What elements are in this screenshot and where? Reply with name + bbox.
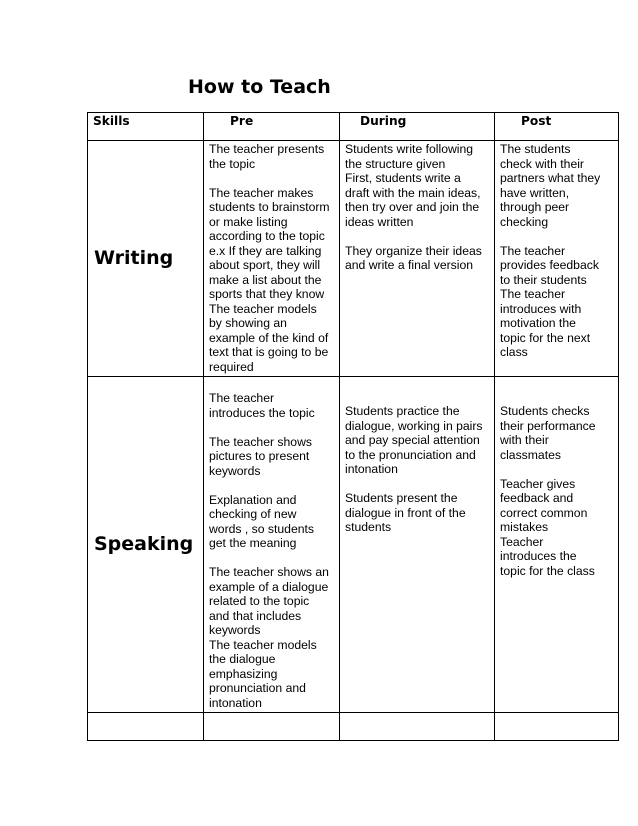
writing-post-text-2: The teacher provides feedback to their students The teacher introduces with motivation the topic for the next class [500, 243, 599, 359]
writing-during-text-2: They organize their ideas and write a final version [345, 243, 482, 272]
header-pre: Pre [204, 113, 340, 141]
header-row [88, 113, 619, 141]
speaking-during-text-2: Students present the dialogue in front of the students [345, 491, 466, 534]
skill-speaking: Speaking [88, 377, 204, 713]
writing-pre-text-1: The teacher presents the topic [209, 142, 325, 171]
speaking-pre-text-4: The teacher shows an example of a dialogue related to the topic and that includes keywords The teacher models the dialogue emphasizing pronunciation and intonation [209, 565, 329, 710]
speaking-during-text-1: Students practice the dialogue, working in pairs and pay special attention to the pronunciation and intonation [345, 404, 483, 476]
header-during: During [340, 113, 495, 141]
speaking-row [88, 377, 619, 713]
writing-during-cell [340, 141, 495, 377]
speaking-during-cell [340, 377, 495, 713]
writing-pre-cell [204, 141, 340, 377]
writing-row [88, 141, 619, 377]
speaking-pre-cell [204, 377, 340, 713]
writing-during-text-1: Students write following the structure given First, students write a draft with the main ideas, then try over and join the ideas written [345, 142, 481, 229]
speaking-post-text-2: Teacher gives feedback and correct common mistakes Teacher introduces the topic for the class [500, 476, 595, 578]
empty-cell [88, 713, 204, 741]
writing-post-cell [495, 141, 619, 377]
writing-post-text-1: The students check with their partners what they have written, through peer checking [500, 142, 601, 229]
empty-cell [204, 713, 340, 741]
speaking-pre-text-1: The teacher introduces the topic [209, 391, 315, 420]
page-title: How to Teach [188, 76, 331, 98]
empty-cell [495, 713, 619, 741]
speaking-post-cell [495, 377, 619, 713]
speaking-post-text-1: Students checks their performance with their classmates [500, 404, 596, 462]
header-post: Post [495, 113, 619, 141]
speaking-pre-text-3: Explanation and checking of new words , so students get the meaning [209, 492, 314, 550]
empty-row [88, 713, 619, 741]
speaking-pre-text-2: The teacher shows pictures to present keywords [209, 434, 312, 478]
how-to-teach-table [87, 112, 619, 741]
empty-cell [340, 713, 495, 741]
header-skills: Skills [88, 113, 204, 141]
writing-pre-text-2: The teacher makes students to brainstorm or make listing according to the topic e.x If they are talking about sport, they will make a list about the sports that they know The teacher models by showing an example of the kind of text that is going to be required [209, 185, 330, 374]
skill-writing: Writing [88, 141, 204, 377]
